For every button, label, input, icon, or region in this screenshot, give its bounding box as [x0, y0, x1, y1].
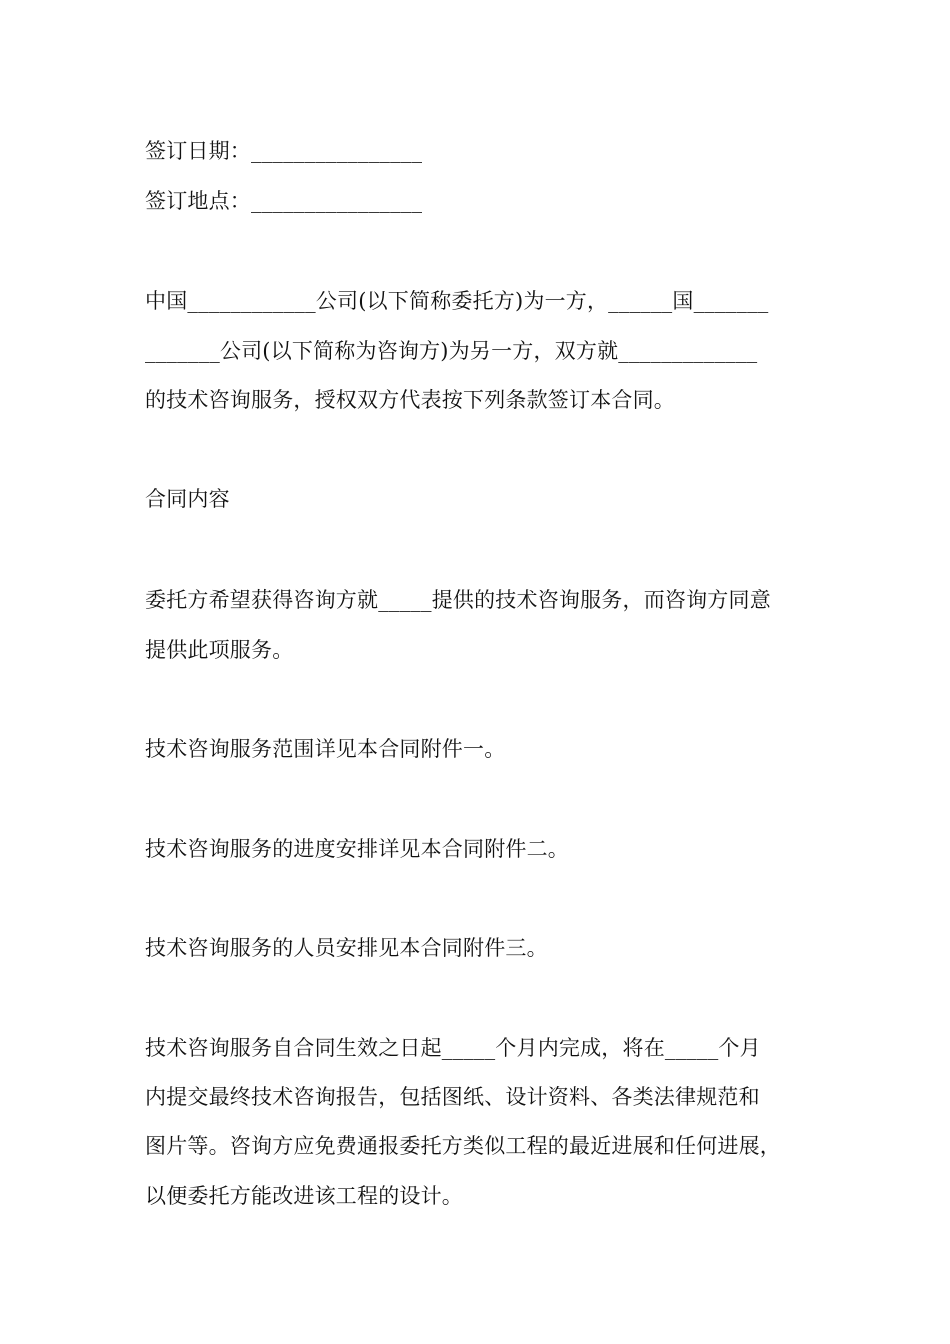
parties-paragraph-line-2: _______公司(以下简称为咨询方)为另一方，双方就_____________	[145, 339, 758, 363]
service-paragraph-line-1: 委托方希望获得咨询方就_____提供的技术咨询服务，而咨询方同意	[145, 588, 771, 612]
staffing-paragraph: 技术咨询服务的人员安排见本合同附件三。	[145, 936, 548, 960]
completion-paragraph-line-1: 技术咨询服务自合同生效之日起_____个月内完成，将在_____个月	[145, 1036, 761, 1060]
signing-place-line: 签订地点：________________	[145, 189, 423, 213]
parties-paragraph-line-1: 中国____________公司(以下简称委托方)为一方，______国_______	[145, 289, 769, 313]
scope-paragraph: 技术咨询服务范围详见本合同附件一。	[145, 737, 506, 761]
completion-paragraph-line-4: 以便委托方能改进该工程的设计。	[145, 1184, 463, 1208]
section-heading: 合同内容	[145, 487, 230, 511]
schedule-paragraph: 技术咨询服务的进度安排详见本合同附件二。	[145, 837, 569, 861]
signing-date-line: 签订日期：________________	[145, 139, 423, 163]
completion-paragraph-line-3: 图片等。咨询方应免费通报委托方类似工程的最近进展和任何进展，	[145, 1134, 781, 1158]
service-paragraph-line-2: 提供此项服务。	[145, 638, 294, 662]
completion-paragraph-line-2: 内提交最终技术咨询报告，包括图纸、设计资料、各类法律规范和	[145, 1085, 760, 1109]
parties-paragraph-line-3: 的技术咨询服务，授权双方代表按下列条款签订本合同。	[145, 388, 675, 412]
